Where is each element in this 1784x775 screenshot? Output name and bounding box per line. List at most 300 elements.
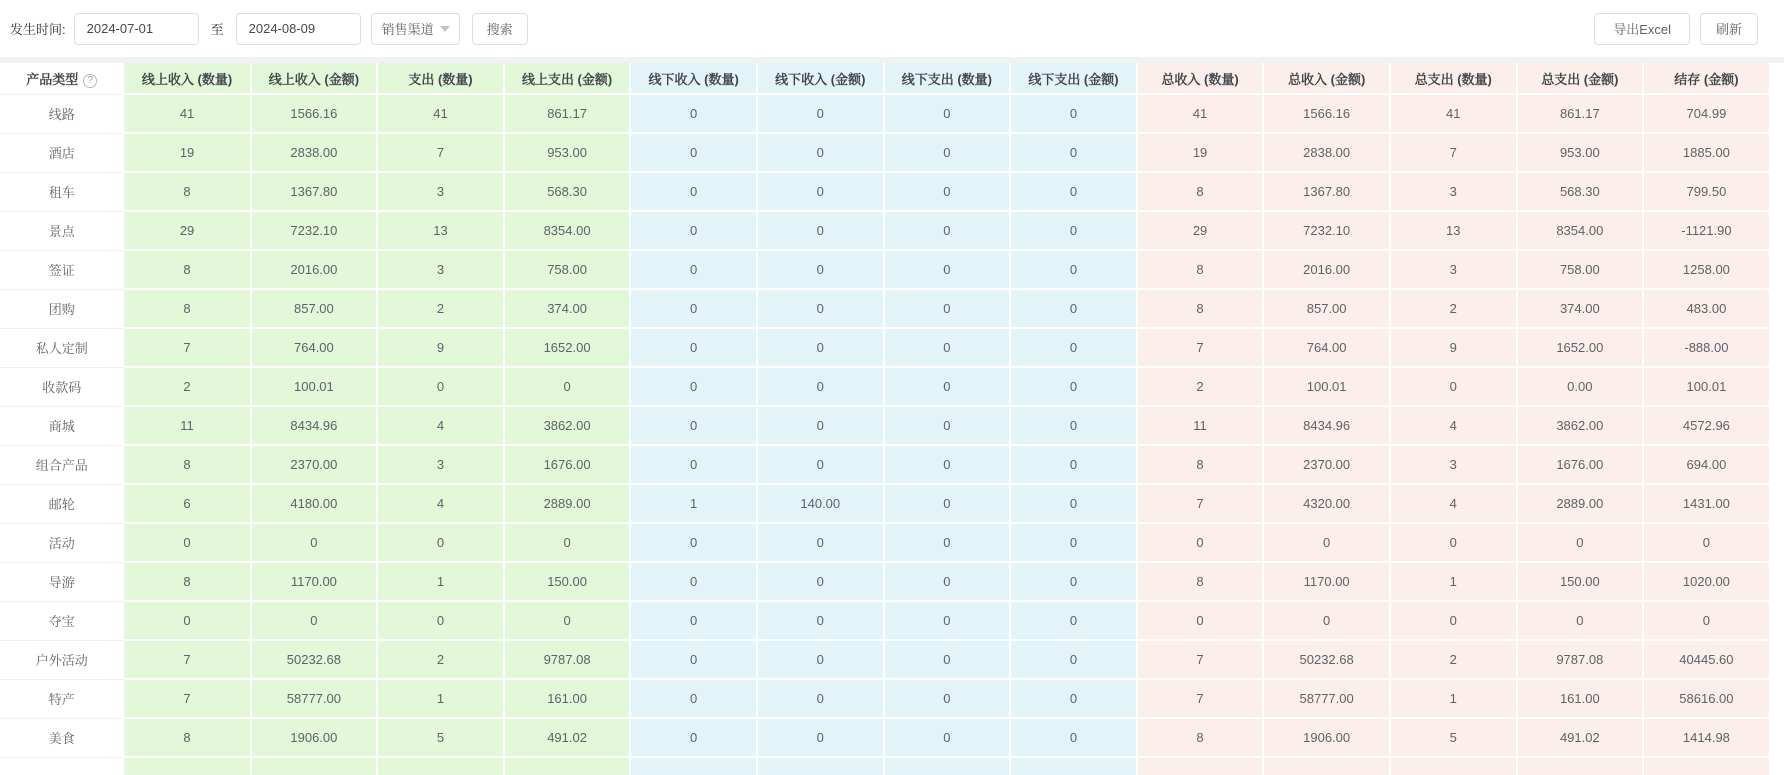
table-row: [0, 94, 1770, 133]
cell: 491.02: [504, 718, 631, 757]
cell: 1652.00: [1517, 328, 1644, 367]
row-label: 活动: [0, 523, 124, 562]
cell: 0: [1010, 484, 1137, 523]
column-header-label: 线下支出 (金额): [1028, 71, 1119, 87]
cell: 1906.00: [251, 718, 378, 757]
cell: [251, 757, 378, 775]
cell: 1431.00: [1643, 484, 1770, 523]
table-row: [0, 289, 1770, 328]
column-header-label: 线上收入 (数量): [141, 71, 233, 87]
cell: 1566.16: [1263, 94, 1390, 133]
cell: 2889.00: [504, 484, 631, 523]
row-label: 美食: [0, 718, 124, 757]
table-row: [0, 172, 1770, 211]
cell: 0: [630, 211, 757, 250]
cell: 0: [377, 601, 504, 640]
column-header: [1517, 63, 1644, 94]
cell: 150.00: [1517, 562, 1644, 601]
cell: 0: [504, 523, 631, 562]
column-header: [1137, 63, 1264, 94]
column-header-label: 产品类型: [26, 71, 79, 87]
cell: 0: [377, 523, 504, 562]
cell: 7: [124, 640, 251, 679]
cell: 19: [1137, 133, 1264, 172]
cell: 3: [1390, 445, 1517, 484]
cell: 0.00: [1517, 367, 1644, 406]
cell: 1: [630, 484, 757, 523]
cell: 0: [884, 718, 1011, 757]
report-table: [0, 63, 1771, 775]
toolbar: [0, 0, 1784, 57]
cell: 5: [1390, 718, 1517, 757]
cell: 1566.16: [251, 94, 378, 133]
cell: 7: [124, 679, 251, 718]
cell: 8434.96: [1263, 406, 1390, 445]
table-row: [0, 367, 1770, 406]
cell: 0: [884, 562, 1011, 601]
cell: 0: [884, 211, 1011, 250]
cell: 1367.80: [1263, 172, 1390, 211]
cell: 11: [1137, 406, 1264, 445]
cell: 0: [1390, 367, 1517, 406]
cell: 0: [757, 601, 884, 640]
column-header-label: 线下收入 (金额): [775, 71, 866, 87]
row-label: 户外活动: [0, 640, 124, 679]
row-label: 导游: [0, 562, 124, 601]
table-row: [0, 718, 1770, 757]
cell: 2889.00: [1517, 484, 1644, 523]
column-header-label: 总支出 (数量): [1414, 71, 1492, 87]
cell: 7232.10: [251, 211, 378, 250]
cell: 4: [377, 406, 504, 445]
cell: 2838.00: [1263, 133, 1390, 172]
cell: 1170.00: [251, 562, 378, 601]
cell: 0: [1263, 523, 1390, 562]
cell: 140.00: [757, 484, 884, 523]
cell: 8: [124, 445, 251, 484]
column-header-label: 线下支出 (数量): [901, 71, 992, 87]
cell: 8354.00: [1517, 211, 1644, 250]
cell: [377, 757, 504, 775]
cell: 0: [757, 211, 884, 250]
column-header-label: 总支出 (金额): [1541, 71, 1619, 87]
cell: 9: [377, 328, 504, 367]
cell: 0: [884, 679, 1011, 718]
cell: 2: [377, 289, 504, 328]
cell: 0: [630, 679, 757, 718]
cell: 41: [1390, 94, 1517, 133]
cell: 7: [1137, 484, 1264, 523]
cell: 58616.00: [1643, 679, 1770, 718]
cell: 0: [630, 601, 757, 640]
cell: 0: [1010, 172, 1137, 211]
cell: 41: [1137, 94, 1264, 133]
cell: 0: [757, 523, 884, 562]
cell: 861.17: [504, 94, 631, 133]
cell: [884, 757, 1011, 775]
cell: 0: [757, 133, 884, 172]
cell: 0: [630, 640, 757, 679]
cell: [630, 757, 757, 775]
cell: 2370.00: [251, 445, 378, 484]
cell: 50232.68: [1263, 640, 1390, 679]
cell: 58777.00: [1263, 679, 1390, 718]
cell: 0: [124, 601, 251, 640]
cell: 7: [1137, 640, 1264, 679]
cell: 799.50: [1643, 172, 1770, 211]
cell: 0: [757, 328, 884, 367]
column-header: [0, 63, 124, 94]
cell: 0: [1263, 601, 1390, 640]
column-header: [757, 63, 884, 94]
cell: 7: [124, 328, 251, 367]
cell: 0: [1643, 523, 1770, 562]
cell: 0: [1517, 601, 1644, 640]
cell: 1170.00: [1263, 562, 1390, 601]
cell: 1367.80: [251, 172, 378, 211]
cell: 13: [377, 211, 504, 250]
cell: 2: [1390, 289, 1517, 328]
cell: 0: [630, 445, 757, 484]
cell: 0: [757, 406, 884, 445]
cell: 1414.98: [1643, 718, 1770, 757]
cell: 40445.60: [1643, 640, 1770, 679]
cell: 4180.00: [251, 484, 378, 523]
row-label: 私人定制: [0, 328, 124, 367]
cell: 8354.00: [504, 211, 631, 250]
cell: 0: [1137, 601, 1264, 640]
cell: 1652.00: [504, 328, 631, 367]
cell: 1676.00: [504, 445, 631, 484]
cell: 4572.96: [1643, 406, 1770, 445]
cell: 0: [884, 640, 1011, 679]
cell: 0: [884, 406, 1011, 445]
cell: 0: [630, 562, 757, 601]
table-header-row: [0, 63, 1770, 94]
cell: 0: [630, 367, 757, 406]
cell: 7: [1390, 133, 1517, 172]
cell: 3: [1390, 250, 1517, 289]
table-row: [0, 562, 1770, 601]
cell: 1885.00: [1643, 133, 1770, 172]
cell: 0: [884, 484, 1011, 523]
cell: 7: [377, 133, 504, 172]
date-end-input[interactable]: [236, 13, 361, 45]
cell: 0: [630, 406, 757, 445]
sales-channel-select[interactable]: [371, 13, 460, 45]
row-label: 签证: [0, 250, 124, 289]
cell: 100.01: [1643, 367, 1770, 406]
cell: 0: [757, 640, 884, 679]
cell: [1643, 757, 1770, 775]
cell: 0: [757, 718, 884, 757]
cell: 0: [630, 328, 757, 367]
cell: 8: [1137, 250, 1264, 289]
cell: 1: [377, 679, 504, 718]
column-header: [630, 63, 757, 94]
column-header: [1010, 63, 1137, 94]
cell: 0: [1010, 640, 1137, 679]
cell: 2: [124, 367, 251, 406]
cell: -1121.90: [1643, 211, 1770, 250]
column-header: [251, 63, 378, 94]
column-header: [124, 63, 251, 94]
row-label: 租车: [0, 172, 124, 211]
cell: 0: [504, 601, 631, 640]
row-label: 夺宝: [0, 601, 124, 640]
table-row: [0, 679, 1770, 718]
cell: 568.30: [1517, 172, 1644, 211]
search-button[interactable]: 搜索: [472, 13, 528, 45]
cell: 0: [1010, 601, 1137, 640]
cell: [1010, 757, 1137, 775]
column-header-label: 结存 (金额): [1674, 71, 1739, 87]
cell: [504, 757, 631, 775]
column-header-label: 总收入 (金额): [1288, 71, 1366, 87]
cell: 161.00: [1517, 679, 1644, 718]
cell: 0: [1390, 601, 1517, 640]
table-row: [0, 406, 1770, 445]
column-header: [504, 63, 631, 94]
column-header: [1390, 63, 1517, 94]
cell: 7232.10: [1263, 211, 1390, 250]
table-row: [0, 484, 1770, 523]
cell: 764.00: [1263, 328, 1390, 367]
date-start-input[interactable]: [74, 13, 199, 45]
cell: 8: [1137, 172, 1264, 211]
cell: 0: [1517, 523, 1644, 562]
cell: 758.00: [1517, 250, 1644, 289]
cell: 0: [1010, 367, 1137, 406]
row-label: 组合产品: [0, 445, 124, 484]
cell: 0: [757, 289, 884, 328]
cell: 0: [251, 523, 378, 562]
table-row: [0, 133, 1770, 172]
cell: 568.30: [504, 172, 631, 211]
cell: 0: [1010, 406, 1137, 445]
refresh-button[interactable]: 刷新: [1700, 13, 1758, 45]
cell: 491.02: [1517, 718, 1644, 757]
row-label: 景点: [0, 211, 124, 250]
cell: 3862.00: [504, 406, 631, 445]
cell: [1137, 757, 1264, 775]
cell: 0: [630, 289, 757, 328]
row-label: 线路: [0, 94, 124, 133]
export-excel-button[interactable]: 导出Excel: [1594, 13, 1690, 45]
table-row: [0, 445, 1770, 484]
cell: 758.00: [504, 250, 631, 289]
cell: 0: [124, 523, 251, 562]
help-icon[interactable]: ?: [83, 74, 97, 88]
cell: 9: [1390, 328, 1517, 367]
cell: [1263, 757, 1390, 775]
cell: 0: [630, 133, 757, 172]
cell: 0: [1010, 679, 1137, 718]
cell: 764.00: [251, 328, 378, 367]
sales-channel-select-value: 销售渠道: [381, 22, 434, 37]
cell: 0: [1010, 562, 1137, 601]
cell: 8: [1137, 445, 1264, 484]
date-range-label: 发生时间:: [10, 22, 66, 37]
cell: 0: [1010, 133, 1137, 172]
cell: 9787.08: [504, 640, 631, 679]
cell: 861.17: [1517, 94, 1644, 133]
cell: 857.00: [1263, 289, 1390, 328]
cell: 953.00: [1517, 133, 1644, 172]
cell: 0: [884, 601, 1011, 640]
cell: 0: [1390, 523, 1517, 562]
table-row: [0, 601, 1770, 640]
row-label: 商城: [0, 406, 124, 445]
cell: 0: [884, 367, 1011, 406]
cell: 0: [1010, 523, 1137, 562]
table-row-partial: [0, 757, 1770, 775]
cell: 0: [884, 133, 1011, 172]
cell: 4: [1390, 484, 1517, 523]
cell: 7: [1137, 679, 1264, 718]
cell: 41: [377, 94, 504, 133]
cell: 13: [1390, 211, 1517, 250]
cell: 0: [1643, 601, 1770, 640]
cell: 161.00: [504, 679, 631, 718]
cell: 0: [757, 172, 884, 211]
cell: 2838.00: [251, 133, 378, 172]
cell: 41: [124, 94, 251, 133]
row-label: 收款码: [0, 367, 124, 406]
cell: 0: [884, 289, 1011, 328]
cell: [1390, 757, 1517, 775]
cell: 0: [1010, 250, 1137, 289]
cell: 0: [884, 172, 1011, 211]
cell: 694.00: [1643, 445, 1770, 484]
cell: 0: [757, 94, 884, 133]
cell: 2016.00: [1263, 250, 1390, 289]
table-row: [0, 328, 1770, 367]
cell: 150.00: [504, 562, 631, 601]
chevron-down-icon: [440, 26, 450, 32]
cell: 7: [1137, 328, 1264, 367]
cell: 374.00: [1517, 289, 1644, 328]
cell: 0: [757, 367, 884, 406]
cell: 50232.68: [251, 640, 378, 679]
cell: 0: [1010, 328, 1137, 367]
cell: 0: [1137, 523, 1264, 562]
cell: 19: [124, 133, 251, 172]
cell: 0: [884, 250, 1011, 289]
row-label: 团购: [0, 289, 124, 328]
cell: 2: [377, 640, 504, 679]
cell: 0: [884, 94, 1011, 133]
cell: 0: [1010, 94, 1137, 133]
column-header: [1263, 63, 1390, 94]
cell: 0: [884, 523, 1011, 562]
cell: 8: [1137, 289, 1264, 328]
cell: 8434.96: [251, 406, 378, 445]
table-row: [0, 250, 1770, 289]
cell: 4: [1390, 406, 1517, 445]
cell: 0: [757, 679, 884, 718]
row-label: 特产: [0, 679, 124, 718]
cell: 3: [377, 445, 504, 484]
column-header-label: 总收入 (数量): [1161, 71, 1239, 87]
column-header-label: 线上支出 (金额): [521, 71, 613, 87]
cell: 9787.08: [1517, 640, 1644, 679]
cell: 2370.00: [1263, 445, 1390, 484]
cell: 2: [1137, 367, 1264, 406]
cell: 8: [124, 172, 251, 211]
cell: -888.00: [1643, 328, 1770, 367]
cell: 0: [630, 94, 757, 133]
cell: 1: [377, 562, 504, 601]
cell: 11: [124, 406, 251, 445]
cell: 100.01: [251, 367, 378, 406]
cell: 29: [124, 211, 251, 250]
cell: 374.00: [504, 289, 631, 328]
cell: 0: [884, 445, 1011, 484]
cell: 704.99: [1643, 94, 1770, 133]
cell: 8: [1137, 562, 1264, 601]
column-header: [377, 63, 504, 94]
cell: 2016.00: [251, 250, 378, 289]
cell: 3: [377, 172, 504, 211]
cell: 0: [757, 562, 884, 601]
cell: 1906.00: [1263, 718, 1390, 757]
cell: 3: [1390, 172, 1517, 211]
cell: 4: [377, 484, 504, 523]
cell: 4320.00: [1263, 484, 1390, 523]
cell: 0: [630, 718, 757, 757]
cell: 1020.00: [1643, 562, 1770, 601]
cell: 0: [504, 367, 631, 406]
date-range-separator: 至: [210, 22, 224, 37]
cell: 857.00: [251, 289, 378, 328]
cell: 953.00: [504, 133, 631, 172]
cell: 8: [124, 718, 251, 757]
cell: 3: [377, 250, 504, 289]
cell: 3862.00: [1517, 406, 1644, 445]
cell: 0: [1010, 445, 1137, 484]
cell: [0, 757, 124, 775]
cell: 0: [251, 601, 378, 640]
column-header: [884, 63, 1011, 94]
cell: 0: [630, 523, 757, 562]
cell: [1517, 757, 1644, 775]
cell: 2: [1390, 640, 1517, 679]
column-header-label: 线下收入 (数量): [648, 71, 739, 87]
cell: 0: [757, 250, 884, 289]
cell: 1: [1390, 562, 1517, 601]
row-label: 酒店: [0, 133, 124, 172]
cell: 8: [124, 250, 251, 289]
cell: 8: [124, 289, 251, 328]
column-header-label: 支出 (数量): [408, 71, 473, 87]
cell: 483.00: [1643, 289, 1770, 328]
cell: 6: [124, 484, 251, 523]
cell: 0: [630, 172, 757, 211]
cell: 0: [630, 250, 757, 289]
cell: 0: [884, 328, 1011, 367]
cell: 0: [1010, 289, 1137, 328]
cell: 0: [757, 445, 884, 484]
cell: 8: [1137, 718, 1264, 757]
cell: 1676.00: [1517, 445, 1644, 484]
cell: 0: [1010, 211, 1137, 250]
cell: 8: [124, 562, 251, 601]
cell: 58777.00: [251, 679, 378, 718]
row-label: 邮轮: [0, 484, 124, 523]
cell: 29: [1137, 211, 1264, 250]
cell: 5: [377, 718, 504, 757]
